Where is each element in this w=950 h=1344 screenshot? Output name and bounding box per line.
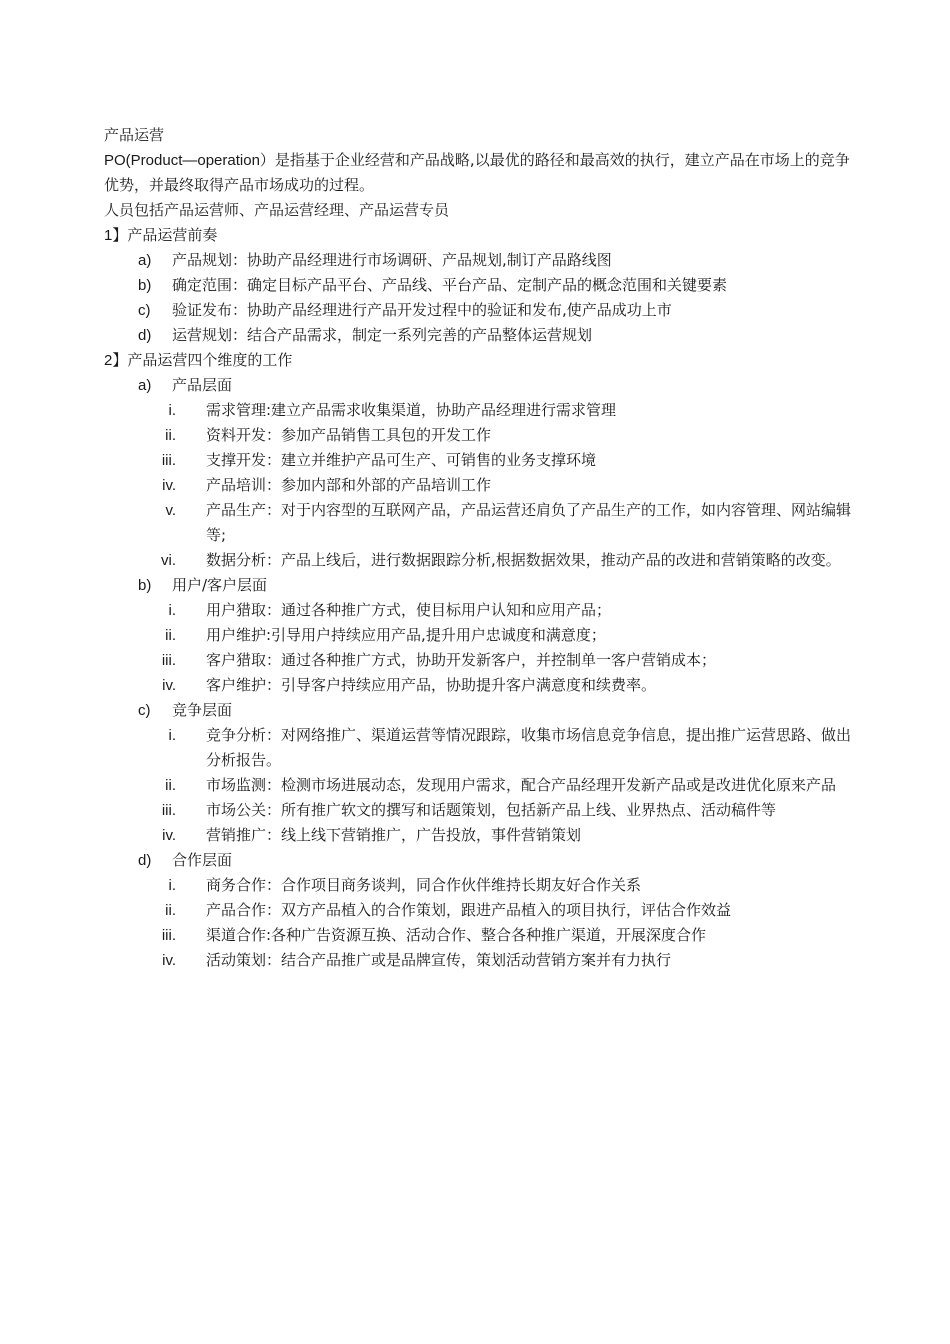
sub-list-item (104, 673, 864, 698)
list-marker: c) (138, 302, 151, 319)
list-item-text: 数据分析：产品上线后，进行数据跟踪分析,根据数据效果，推动产品的改进和营销策略的改变。 (206, 551, 841, 569)
sub-list-item (104, 498, 864, 548)
sub-list-item (104, 648, 864, 673)
group-title: 合作层面 (172, 851, 233, 869)
list-item-text: 运营规划：结合产品需求，制定一系列完善的产品整体运营规划 (172, 326, 593, 344)
list-item-text: 产品规划：协助产品经理进行市场调研、产品规划,制订产品路线图 (172, 251, 612, 269)
section-title: 产品运营四个维度的工作 (127, 351, 293, 369)
doc-title: 产品运营 (104, 126, 165, 144)
sub-list-item (104, 773, 864, 798)
list-marker: ii. (165, 627, 176, 644)
list-marker: d) (138, 327, 152, 344)
group-heading (104, 573, 864, 598)
list-marker: iv. (162, 477, 176, 494)
list-marker: iv. (162, 952, 176, 969)
list-marker: ii. (165, 777, 176, 794)
intro-paragraph (104, 148, 864, 198)
intro-text: ）是指基于企业经营和产品战略,以最优的路径和最高效的执行，建立产品在市场上的竞争优势，并最终取得产品市场成功的过程。 (104, 151, 850, 194)
list-marker: iv. (162, 677, 176, 694)
list-item (104, 248, 864, 273)
list-marker: b) (138, 577, 152, 594)
list-marker: iv. (162, 827, 176, 844)
list-marker: iii. (161, 927, 176, 944)
list-item-text: 产品培训：参加内部和外部的产品培训工作 (206, 476, 492, 494)
sub-list-item (104, 923, 864, 948)
list-item-text: 客户维护：引导客户持续应用产品，协助提升客户满意度和续费率。 (206, 676, 657, 694)
intro-code: PO(Product—operation (104, 152, 260, 169)
list-marker: i. (168, 602, 176, 619)
list-marker: ii. (165, 427, 176, 444)
document-body (104, 123, 864, 973)
list-marker: vi. (161, 552, 176, 569)
sub-list-item (104, 423, 864, 448)
list-marker: b) (138, 277, 152, 294)
list-marker: i. (168, 402, 176, 419)
group-title: 竞争层面 (172, 701, 233, 719)
list-marker: iii. (161, 802, 176, 819)
list-item-text: 需求管理:建立产品需求收集渠道，协助产品经理进行需求管理 (206, 401, 617, 419)
section-number: 1】 (104, 227, 128, 244)
list-item-text: 营销推广：线上线下营销推广，广告投放，事件营销策划 (206, 826, 582, 844)
list-item-text: 活动策划：结合产品推广或是品牌宣传，策划活动营销方案并有力执行 (206, 951, 672, 969)
list-marker: i. (168, 727, 176, 744)
list-item-text: 资料开发：参加产品销售工具包的开发工作 (206, 426, 492, 444)
group-title: 产品层面 (172, 376, 233, 394)
sub-list-item (104, 598, 864, 623)
list-item-text: 产品生产：对于内容型的互联网产品，产品运营还肩负了产品生产的工作，如内容管理、网站编辑等; (206, 501, 852, 544)
list-item-text: 市场公关：所有推广软文的撰写和话题策划，包括新产品上线、业界热点、活动稿件等 (206, 801, 777, 819)
list-item-text: 支撑开发：建立并维护产品可生产、可销售的业务支撑环境 (206, 451, 597, 469)
sub-list-item (104, 723, 864, 773)
sub-list-item (104, 448, 864, 473)
list-marker: i. (168, 877, 176, 894)
list-marker: v. (165, 502, 176, 519)
section-number: 2】 (104, 352, 128, 369)
group-title: 用户/客户层面 (172, 576, 268, 594)
section-1-heading (104, 223, 864, 248)
list-item-text: 确定范围：确定目标产品平台、产品线、平台产品、定制产品的概念范围和关键要素 (172, 276, 728, 294)
list-item (104, 298, 864, 323)
sub-list-item (104, 798, 864, 823)
section-title: 产品运营前奏 (127, 226, 218, 244)
list-item-text: 渠道合作:各种广告资源互换、活动合作、整合各种推广渠道，开展深度合作 (206, 926, 707, 944)
list-item-text: 市场监测：检测市场进展动态，发现用户需求，配合产品经理开发新产品或是改进优化原来产品 (206, 776, 837, 794)
section-2-heading (104, 348, 864, 373)
list-marker: ii. (165, 902, 176, 919)
list-item-text: 竞争分析：对网络推广、渠道运营等情况跟踪，收集市场信息竞争信息，提出推广运营思路、做出分析报告。 (206, 726, 852, 769)
list-marker: iii. (161, 652, 176, 669)
list-item-text: 用户猎取：通过各种推广方式，使目标用户认知和应用产品； (206, 601, 612, 619)
list-item-text: 验证发布：协助产品经理进行产品开发过程中的验证和发布,使产品成功上市 (172, 301, 672, 319)
group-heading (104, 373, 864, 398)
sub-list-item (104, 823, 864, 848)
list-item (104, 273, 864, 298)
sub-list-item (104, 548, 864, 573)
sub-list-item (104, 873, 864, 898)
list-item-text: 客户猎取：通过各种推广方式，协助开发新客户，并控制单一客户营销成本； (206, 651, 717, 669)
list-marker: a) (138, 377, 152, 394)
list-marker: d) (138, 852, 152, 869)
group-heading (104, 848, 864, 873)
sub-list-item (104, 898, 864, 923)
sub-list-item (104, 623, 864, 648)
list-item-text: 用户维护:引导用户持续应用产品,提升用户忠诚度和满意度； (206, 626, 606, 644)
sub-list-item (104, 473, 864, 498)
sub-list-item (104, 948, 864, 973)
list-marker: c) (138, 702, 151, 719)
staff-line: 人员包括产品运营师、产品运营经理、产品运营专员 (104, 201, 450, 219)
group-heading (104, 698, 864, 723)
list-marker: a) (138, 252, 152, 269)
list-item (104, 323, 864, 348)
list-marker: iii. (161, 452, 176, 469)
sub-list-item (104, 398, 864, 423)
list-item-text: 商务合作：合作项目商务谈判，同合作伙伴维持长期友好合作关系 (206, 876, 642, 894)
list-item-text: 产品合作：双方产品植入的合作策划，跟进产品植入的项目执行，评估合作效益 (206, 901, 732, 919)
